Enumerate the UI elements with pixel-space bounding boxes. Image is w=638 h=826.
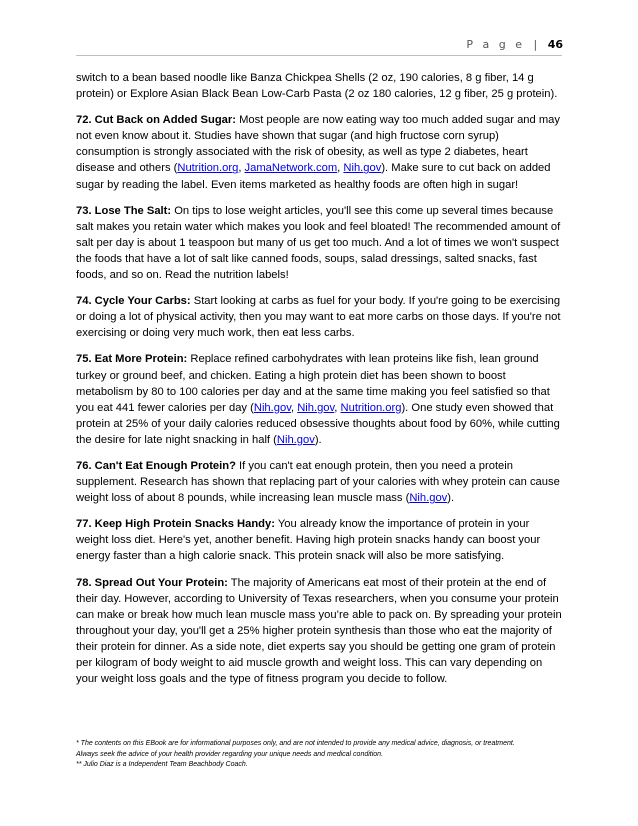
page-label: P a g e (466, 38, 525, 51)
paragraph-text: If you can't eat enough protein, then you need a protein supplement. Research has shown that replacing part of your calories with whey protein can cause weight loss of about 8 pounds, while increasing lean muscle mass ( (76, 459, 560, 505)
source-link[interactable]: Nutrition.org (340, 401, 402, 414)
tip-74-paragraph (76, 293, 564, 341)
tip-72-paragraph (76, 112, 564, 192)
paragraph-text: ). Make sure to cut back on added sugar by reading the label. Even items marketed as healthy foods are often high in sugar! (76, 162, 551, 191)
paragraph-text: Replace refined carbohydrates with lean proteins like fish, lean ground turkey or ground beef, and chicken. Eating a high protein diet has been shown to boost metabolism by 80 to 100 calories per day and at the same time making you feel satisfied so that you eat 441 fewer calories per day ( (76, 353, 550, 414)
tip-75-title: 75. Eat More Protein: (76, 353, 188, 366)
page-header (466, 38, 563, 51)
paragraph-text: Start looking at carbs as fuel for your body. If you're going to be exercising or doing a lot of physical activity, then you may want to eat more carbs on those days. If you're not exercising or doing very much work, then eat less carbs. (76, 295, 561, 340)
source-link[interactable]: Nih.gov (276, 433, 315, 446)
paragraph-text: ). (447, 492, 455, 505)
tip-75-paragraph (76, 351, 564, 448)
tip-78-title: 78. Spread Out Your Protein: (76, 576, 228, 589)
header-divider (76, 55, 562, 56)
source-link[interactable]: Nih.gov (253, 401, 291, 414)
source-link[interactable]: JamaNetwork.com (244, 162, 338, 175)
source-link[interactable]: Nih.gov (343, 162, 382, 175)
tip-78-paragraph (76, 575, 564, 688)
footer-line-3: ** Julio Diaz is a Independent Team Beachbody Coach. (76, 761, 248, 768)
paragraph-text: You already know the importance of protein in your weight loss diet. Here's yet, another benefit. Having high protein snacks handy can boost your energy faster than a high calorie snack. This protein snack will also be more satisfying. (76, 518, 541, 563)
tip-76-title: 76. Can't Eat Enough Protein? (76, 459, 236, 472)
document-body (76, 70, 564, 697)
paragraph-text: ). (314, 433, 322, 446)
paragraph-text: On tips to lose weight articles, you'll see this come up several times because salt makes you retain water which makes you look and feel bloated! The recommended amount of salt per day is about 1 teaspoon but many of us get too much. And a lot of times we won't suspect the foods that have a lot of salt like canned foods, soups, salad dressings, salted snacks, fast foods, and so on. Read the nutrition labels! (76, 204, 561, 282)
source-link[interactable]: Nih.gov (297, 401, 335, 414)
paragraph-text: , (290, 401, 298, 414)
tip-76-paragraph (76, 458, 564, 506)
paragraph-text: The majority of Americans eat most of their protein at the end of their day. However, according to University of Texas researchers, when you consume your protein can make or break how much lean muscle mass you’re able to pack on. By spreading your protein throughout your day, you'll get a 25% higher protein synthesis than those who eat the majority of their protein for dinner. As a side note, diet experts say you should be getting one gram of protein per kilogram of body weight to aid muscle growth and weight loss. This can vary depending on your weight loss goals and the type of fitness program you decide to follow. (76, 576, 562, 686)
page-number: 46 (547, 38, 563, 51)
paragraph-text: switch to a bean based noodle like Banza Chickpea Shells (2 oz, 190 calories, 8 g fiber, 14 g protein) or Explore Asian Black Bean Low-Carb Pasta (2 oz 180 calories, 12 g fiber, 25 g protein). (76, 72, 558, 101)
footer-line-1: * The contents on this EBook are for informational purposes only, and are not intended to provide any medical advice, diagnosis, or treatment. (76, 740, 515, 747)
source-link[interactable]: Nutrition.org (177, 162, 239, 175)
tip-72-title: 72. Cut Back on Added Sugar: (76, 114, 236, 127)
paragraph-text: ). One study even showed that protein at 25% of your daily calories reduced obsessive thoughts about food by 60%, while cutting the desire for late night snacking in half ( (76, 401, 560, 446)
source-link[interactable]: Nih.gov (409, 492, 448, 505)
header-separator: | (533, 38, 538, 51)
tip-77-paragraph (76, 516, 564, 564)
tip-73-title: 73. Lose The Salt: (76, 204, 172, 217)
tip-73-paragraph (76, 203, 564, 283)
footer-line-2: Always seek the advice of your health provider regarding your unique needs and medical condition. (76, 750, 384, 758)
paragraph-text: , (238, 162, 245, 175)
tip-74-title: 74. Cycle Your Carbs: (76, 295, 191, 308)
paragraph-text: , (337, 162, 344, 175)
footer-disclaimer (76, 739, 571, 771)
paragraph-text: Most people are now eating way too much added sugar and may not even know about it. Studies have shown that sugar (and high fructose corn syrup) consumption is strongly associated with the risk of obesity, as well as type 2 diabetes, heart disease and others ( (76, 114, 560, 175)
paragraph-text: , (334, 401, 341, 414)
tip-77-title: 77. Keep High Protein Snacks Handy: (76, 518, 275, 531)
intro-paragraph (76, 70, 564, 102)
